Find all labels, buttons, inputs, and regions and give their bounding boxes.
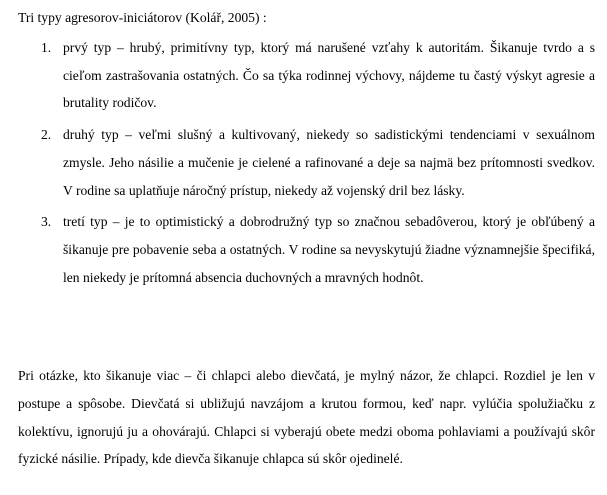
- list-item-text: druhý typ – veľmi slušný a kultivovaný, niekedy so sadistickými tendenciami v sexuálnom zmysle. Jeho násilie a mučenie je cielené a rafinované a deje sa najmä bez prítomnosti svedkov. V rodine sa uplatňuje náročný prístup, niekedy až vojenský dril bez lásky.: [63, 127, 595, 198]
- list-item-number: 2.: [41, 127, 52, 143]
- list-item-number: 1.: [41, 40, 52, 55]
- list-item: [18, 34, 595, 117]
- list-item-text: prvý typ – hrubý, primitívny typ, ktorý má narušené vzťahy k autoritám. Šikanuje tvrdo a s cieľom zastrašovania ostatných. Čo sa týka rodinnej výchovy, nájdeme tu častý výskyt agresie a brutality rodičov.: [63, 40, 595, 111]
- list-item-text: tretí typ – je to optimistický a dobrodružný typ so značnou sebadôverou, ktorý je obľúbený a šikanuje pre pobavenie seba a ostatných. V rodine sa nevyskytujú žiadne významnejšie špecifiká, len niekedy je prítomná absencia duchovných a mravných hodnôt.: [63, 214, 595, 285]
- intro-line: Tri typy agresorov-iniciátorov (Kolář, 2005) :: [18, 10, 267, 25]
- list-item-number: 3.: [41, 214, 52, 230]
- body-paragraph: Pri otázke, kto šikanuje viac – či chlapci alebo dievčatá, je mylný názor, že chlapci. Rozdiel je len v postupe a spôsobe. Dievčatá si ubližujú navzájom a krutou formou, keď napr. vylúčia spolužiačku z kolektívu, ignorujú ju a ohovárajú. Chlapci si vyberajú obete medzi oboma pohlaviami a používajú skôr fyzické násilie. Prípady, kde dievča šikanuje chlapca sú skôr ojedinelé.: [18, 368, 595, 467]
- list-item: [18, 121, 595, 204]
- list-item: [18, 208, 595, 291]
- agressor-types-list: [18, 34, 595, 295]
